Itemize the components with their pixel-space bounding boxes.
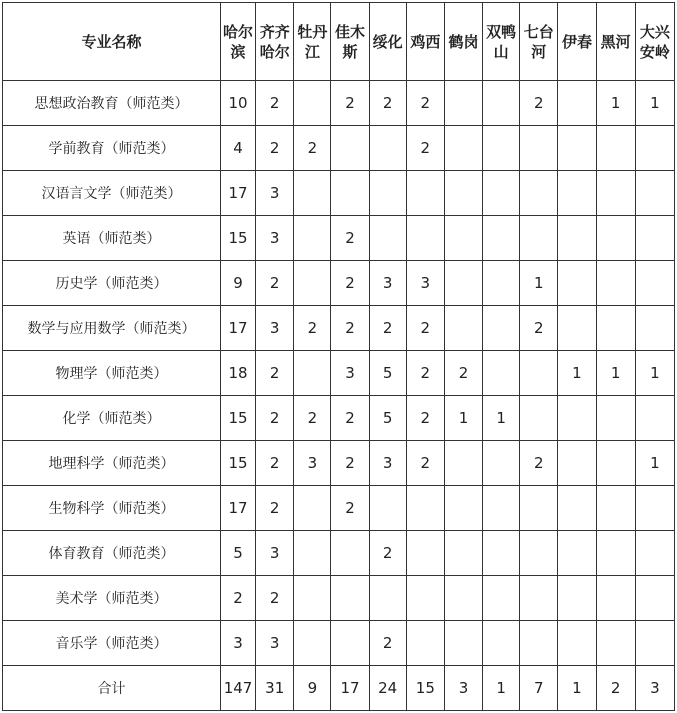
- quota-cell: [558, 171, 596, 216]
- header-city-label: 哈尔 滨: [223, 22, 254, 61]
- quota-cell: 31: [256, 666, 294, 711]
- quota-cell: 2: [256, 351, 294, 396]
- header-city: [294, 3, 331, 81]
- quota-cell: 1: [635, 81, 674, 126]
- header-city: [483, 3, 520, 81]
- major-name-cell: 音乐学（师范类）: [3, 621, 221, 666]
- header-city: [444, 3, 482, 81]
- header-city-label: 双鸭 山: [486, 22, 517, 61]
- quota-cell: 2: [369, 531, 406, 576]
- major-name-cell: 学前教育（师范类）: [3, 126, 221, 171]
- header-city-label: 七台 河: [523, 22, 554, 61]
- quota-cell: [483, 486, 520, 531]
- quota-cell: [635, 531, 674, 576]
- quota-cell: [558, 486, 596, 531]
- quota-cell: [369, 126, 406, 171]
- table-row: [3, 441, 675, 486]
- quota-cell: [558, 576, 596, 621]
- quota-cell: 2: [369, 621, 406, 666]
- quota-cell: [558, 306, 596, 351]
- quota-cell: [331, 621, 369, 666]
- quota-cell: [369, 216, 406, 261]
- quota-cell: 2: [520, 81, 558, 126]
- quota-cell: [444, 531, 482, 576]
- quota-cell: [483, 126, 520, 171]
- header-city: [596, 3, 635, 81]
- quota-cell: 3: [256, 621, 294, 666]
- quota-cell: 2: [520, 306, 558, 351]
- quota-cell: 2: [406, 396, 444, 441]
- header-city: [406, 3, 444, 81]
- quota-cell: 1: [483, 666, 520, 711]
- quota-cell: [483, 576, 520, 621]
- quota-cell: [483, 216, 520, 261]
- quota-cell: [483, 171, 520, 216]
- quota-cell: 3: [331, 351, 369, 396]
- quota-cell: [369, 171, 406, 216]
- quota-cell: 24: [369, 666, 406, 711]
- quota-cell: 3: [369, 261, 406, 306]
- quota-cell: 3: [256, 531, 294, 576]
- quota-cell: [520, 396, 558, 441]
- quota-cell: 1: [483, 396, 520, 441]
- quota-cell: 3: [256, 306, 294, 351]
- quota-cell: 2: [406, 441, 444, 486]
- quota-cell: [406, 171, 444, 216]
- quota-cell: 3: [369, 441, 406, 486]
- quota-cell: [483, 81, 520, 126]
- quota-cell: 2: [331, 261, 369, 306]
- table-row: [3, 261, 675, 306]
- quota-cell: [483, 441, 520, 486]
- quota-cell: [596, 216, 635, 261]
- quota-cell: 2: [331, 396, 369, 441]
- table-row: [3, 576, 675, 621]
- quota-cell: [294, 621, 331, 666]
- major-name-cell: 物理学（师范类）: [3, 351, 221, 396]
- quota-cell: [331, 576, 369, 621]
- table-row: [3, 621, 675, 666]
- quota-cell: 9: [220, 261, 255, 306]
- quota-cell: [406, 621, 444, 666]
- quota-cell: [596, 531, 635, 576]
- quota-cell: 2: [256, 576, 294, 621]
- quota-cell: [444, 306, 482, 351]
- quota-cell: [596, 621, 635, 666]
- quota-cell: 2: [520, 441, 558, 486]
- quota-cell: [331, 171, 369, 216]
- quota-cell: 3: [256, 216, 294, 261]
- quota-cell: 2: [596, 666, 635, 711]
- quota-cell: [444, 486, 482, 531]
- table-row: [3, 486, 675, 531]
- quota-cell: [635, 261, 674, 306]
- quota-cell: 2: [369, 306, 406, 351]
- major-name-cell: 美术学（师范类）: [3, 576, 221, 621]
- quota-cell: 1: [558, 666, 596, 711]
- quota-cell: [444, 81, 482, 126]
- quota-cell: [406, 576, 444, 621]
- major-name-cell: 历史学（师范类）: [3, 261, 221, 306]
- quota-cell: [520, 531, 558, 576]
- major-name-cell: 体育教育（师范类）: [3, 531, 221, 576]
- quota-cell: 1: [596, 351, 635, 396]
- quota-cell: 1: [596, 81, 635, 126]
- quota-cell: [483, 306, 520, 351]
- quota-cell: 3: [635, 666, 674, 711]
- quota-cell: [294, 261, 331, 306]
- quota-cell: 2: [331, 486, 369, 531]
- header-city: [558, 3, 596, 81]
- quota-cell: 17: [220, 486, 255, 531]
- quota-cell: [596, 171, 635, 216]
- major-name-cell: 地理科学（师范类）: [3, 441, 221, 486]
- quota-cell: [483, 261, 520, 306]
- table-row: [3, 306, 675, 351]
- quota-cell: [520, 216, 558, 261]
- quota-cell: 1: [635, 441, 674, 486]
- quota-cell: [331, 531, 369, 576]
- quota-cell: 2: [256, 396, 294, 441]
- header-city: [369, 3, 406, 81]
- quota-cell: [596, 126, 635, 171]
- quota-cell: 1: [558, 351, 596, 396]
- quota-cell: 147: [220, 666, 255, 711]
- major-name-cell: 英语（师范类）: [3, 216, 221, 261]
- quota-cell: [331, 126, 369, 171]
- table-row: [3, 126, 675, 171]
- quota-cell: [635, 486, 674, 531]
- quota-cell: 2: [406, 351, 444, 396]
- quota-cell: [558, 621, 596, 666]
- major-name-cell: 化学（师范类）: [3, 396, 221, 441]
- header-city-label: 黑河: [600, 32, 631, 51]
- header-city: [256, 3, 294, 81]
- quota-cell: 7: [520, 666, 558, 711]
- quota-cell: [369, 576, 406, 621]
- quota-cell: 9: [294, 666, 331, 711]
- header-city-label: 佳木 斯: [335, 22, 366, 61]
- quota-cell: [635, 576, 674, 621]
- quota-cell: 2: [406, 306, 444, 351]
- quota-cell: [635, 126, 674, 171]
- quota-cell: [483, 531, 520, 576]
- quota-cell: 17: [220, 171, 255, 216]
- quota-cell: 4: [220, 126, 255, 171]
- quota-cell: 1: [635, 351, 674, 396]
- header-city: [331, 3, 369, 81]
- header-city: [520, 3, 558, 81]
- quota-cell: 15: [220, 396, 255, 441]
- quota-cell: [406, 531, 444, 576]
- quota-cell: [520, 621, 558, 666]
- quota-cell: [444, 621, 482, 666]
- quota-cell: [596, 441, 635, 486]
- quota-cell: 3: [406, 261, 444, 306]
- quota-cell: [558, 531, 596, 576]
- quota-cell: [444, 171, 482, 216]
- quota-cell: 2: [294, 306, 331, 351]
- quota-cell: 2: [294, 126, 331, 171]
- quota-cell: [483, 621, 520, 666]
- quota-cell: 2: [331, 216, 369, 261]
- quota-cell: [444, 126, 482, 171]
- quota-cell: [444, 441, 482, 486]
- quota-cell: 18: [220, 351, 255, 396]
- quota-cell: 2: [444, 351, 482, 396]
- quota-cell: 15: [220, 441, 255, 486]
- quota-cell: [520, 126, 558, 171]
- quota-cell: [444, 261, 482, 306]
- table-row: [3, 396, 675, 441]
- quota-cell: 2: [294, 396, 331, 441]
- table-row: [3, 216, 675, 261]
- quota-cell: 2: [256, 126, 294, 171]
- quota-cell: [294, 486, 331, 531]
- quota-cell: [635, 306, 674, 351]
- quota-cell: [596, 396, 635, 441]
- quota-cell: 2: [220, 576, 255, 621]
- quota-cell: [596, 576, 635, 621]
- major-name-cell: 思想政治教育（师范类）: [3, 81, 221, 126]
- quota-cell: 15: [220, 216, 255, 261]
- table-row: [3, 81, 675, 126]
- major-name-cell: 生物科学（师范类）: [3, 486, 221, 531]
- quota-cell: [294, 576, 331, 621]
- quota-cell: 17: [220, 306, 255, 351]
- quota-cell: [635, 621, 674, 666]
- quota-cell: 1: [444, 396, 482, 441]
- quota-cell: 3: [256, 171, 294, 216]
- quota-cell: [558, 261, 596, 306]
- header-city: [635, 3, 674, 81]
- table-row: [3, 351, 675, 396]
- quota-cell: [635, 216, 674, 261]
- quota-cell: [406, 486, 444, 531]
- quota-cell: [294, 81, 331, 126]
- quota-cell: 2: [256, 81, 294, 126]
- total-row: [3, 666, 675, 711]
- quota-cell: 17: [331, 666, 369, 711]
- table-body: [3, 81, 675, 711]
- quota-cell: [294, 531, 331, 576]
- header-city-label: 绥化: [372, 32, 403, 51]
- quota-cell: [635, 396, 674, 441]
- quota-cell: 2: [406, 126, 444, 171]
- header-city-label: 鸡西: [410, 32, 441, 51]
- quota-cell: 5: [220, 531, 255, 576]
- quota-cell: [596, 486, 635, 531]
- header-city-label: 齐齐 哈尔: [259, 22, 290, 61]
- table-row: [3, 171, 675, 216]
- quota-cell: 2: [331, 306, 369, 351]
- quota-cell: [558, 216, 596, 261]
- quota-cell: 3: [294, 441, 331, 486]
- quota-cell: [294, 216, 331, 261]
- quota-cell: 2: [256, 486, 294, 531]
- quota-cell: [444, 576, 482, 621]
- quota-cell: [558, 81, 596, 126]
- quota-cell: [558, 441, 596, 486]
- quota-cell: [520, 351, 558, 396]
- quota-cell: 2: [331, 81, 369, 126]
- major-name-cell: 数学与应用数学（师范类）: [3, 306, 221, 351]
- quota-cell: 2: [406, 81, 444, 126]
- quota-cell: [520, 486, 558, 531]
- major-name-cell: 合计: [3, 666, 221, 711]
- quota-table: [2, 2, 675, 711]
- major-name-cell: 汉语言文学（师范类）: [3, 171, 221, 216]
- quota-cell: 10: [220, 81, 255, 126]
- quota-cell: [596, 306, 635, 351]
- quota-cell: [520, 576, 558, 621]
- quota-cell: 3: [444, 666, 482, 711]
- quota-cell: [294, 351, 331, 396]
- quota-cell: 2: [369, 81, 406, 126]
- quota-cell: 2: [256, 441, 294, 486]
- quota-cell: [294, 171, 331, 216]
- table-row: [3, 531, 675, 576]
- header-major: 专业名称: [3, 3, 221, 81]
- header-city-label: 伊春: [561, 32, 592, 51]
- quota-cell: 5: [369, 396, 406, 441]
- header-city-label: 牡丹 江: [297, 22, 328, 61]
- quota-cell: [444, 216, 482, 261]
- header-city-label: 鹤岗: [448, 32, 479, 51]
- header-city-label: 大兴 安岭: [639, 22, 670, 61]
- quota-cell: [635, 171, 674, 216]
- quota-cell: 1: [520, 261, 558, 306]
- quota-cell: [520, 171, 558, 216]
- quota-cell: 2: [256, 261, 294, 306]
- quota-cell: [483, 351, 520, 396]
- header-row: [3, 3, 675, 81]
- header-city: [220, 3, 255, 81]
- quota-cell: [558, 126, 596, 171]
- quota-cell: [558, 396, 596, 441]
- quota-cell: 5: [369, 351, 406, 396]
- quota-cell: [596, 261, 635, 306]
- quota-cell: [369, 486, 406, 531]
- quota-cell: 3: [220, 621, 255, 666]
- quota-cell: 15: [406, 666, 444, 711]
- quota-cell: [406, 216, 444, 261]
- quota-cell: 2: [331, 441, 369, 486]
